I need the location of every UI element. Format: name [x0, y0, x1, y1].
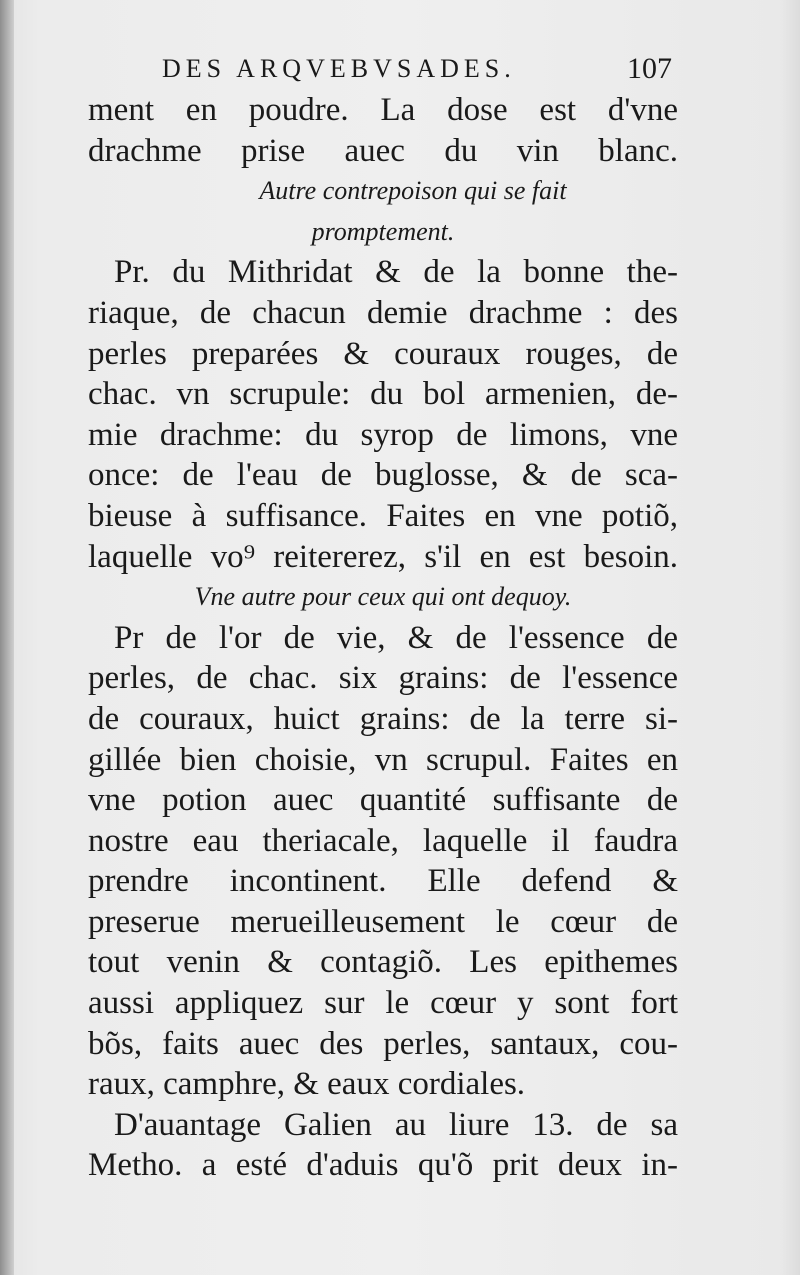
body-line: vne potion auec quantité suffisante de [88, 782, 678, 819]
body-line: ment en poudre. La dose est d'vne [88, 92, 678, 128]
body-line: once: de l'eau de buglosse, & de sca- [88, 457, 678, 494]
body-line: D'auantage Galien au liure 13. de sa [114, 1106, 678, 1143]
body-line: perles, de chac. six grains: de l'essence [88, 660, 678, 697]
body-line: bieuse à suffisance. Faites en vne potiõ, [88, 497, 678, 534]
body-line: chac. vn scrupule: du bol armenien, de- [88, 376, 678, 413]
page-number: 107 [627, 52, 672, 85]
body-line: laquelle vo⁹ reitererez, s'il en est besoin. [88, 538, 678, 575]
body-line: riaque, de chacun demie drachme : des [88, 294, 678, 331]
section-heading-continued: promptement. [311, 216, 455, 246]
body-line: Pr. du Mithridat & de la bonne the- [114, 254, 678, 291]
section-heading: Vne autre pour ceux qui ont dequoy. [194, 582, 572, 612]
body-line: prendre incontinent. Elle defend & [88, 863, 678, 900]
body-line: perles preparées & couraux rouges, de [88, 335, 678, 372]
text-block [88, 48, 678, 1186]
body-line: drachme prise auec du vin blanc. [88, 132, 678, 169]
body-line: mie drachme: du syrop de limons, vne [88, 416, 678, 453]
running-head [88, 48, 678, 90]
body-line: raux, camphre, & eaux cordiales. [88, 1066, 526, 1103]
body-line: gillée bien choisie, vn scrupul. Faites en [88, 741, 678, 778]
body-line: tout venin & contagiõ. Les epithemes [88, 944, 678, 981]
body-line: preserue merueilleusement le cœur de [88, 903, 678, 940]
section-heading: Autre contrepoison qui se fait [259, 176, 567, 206]
running-title: DES ARQVEBVSADES. [162, 54, 516, 83]
body-line: Pr de l'or de vie, & de l'essence de [114, 619, 678, 656]
body-line: nostre eau theriacale, laquelle il faudra [88, 822, 678, 859]
body-line: Metho. a esté d'aduis qu'õ prit deux in- [88, 1147, 678, 1184]
page-edge-shadow [0, 0, 14, 1275]
body-line: bõs, faits auec des perles, santaux, cou- [88, 1025, 678, 1062]
body-line: aussi appliquez sur le cœur y sont fort [88, 985, 678, 1022]
body-line: de couraux, huict grains: de la terre si- [88, 700, 678, 737]
